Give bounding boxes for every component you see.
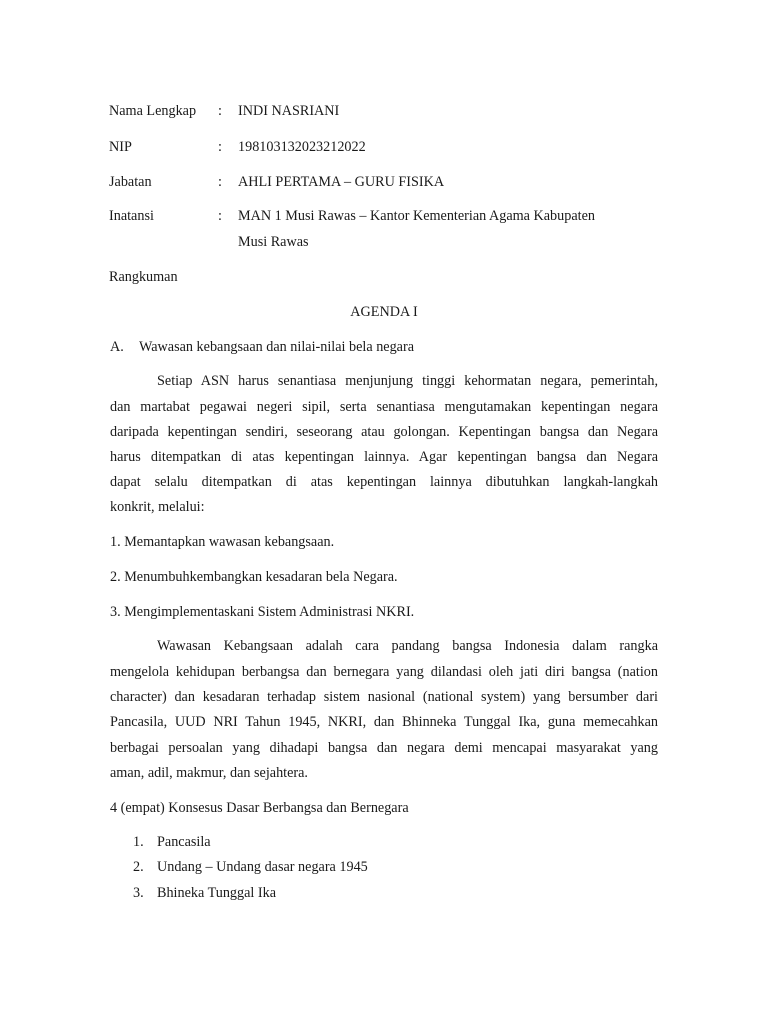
list-item: 1. Memantapkan wawasan kebangsaan.: [110, 534, 335, 550]
instansi-label: Inatansi: [109, 208, 154, 224]
nip-label: NIP: [109, 139, 132, 155]
paragraph-line: mengelola kehidupan berbangsa dan bernegara yang dilandasi oleh jati diri bangsa (nation: [110, 664, 658, 680]
list-item-number: 3.: [133, 885, 144, 901]
nip-value: 198103132023212022: [238, 139, 366, 155]
paragraph-line: Pancasila, UUD NRI Tahun 1945, NKRI, dan Bhinneka Tunggal Ika, guna memecahkan: [110, 714, 658, 730]
paragraph-line: berbagai persoalan yang dihadapi bangsa dan negara demi mencapai masyarakat yang: [110, 740, 658, 756]
jabatan-colon: :: [218, 174, 222, 190]
paragraph-line: aman, adil, makmur, dan sejahtera.: [110, 765, 308, 781]
rangkuman-label: Rangkuman: [109, 269, 178, 285]
paragraph-line: konkrit, melalui:: [110, 499, 205, 515]
list-item: 2. Menumbuhkembangkan kesadaran bela Negara.: [110, 569, 398, 585]
nama-value: INDI NASRIANI: [238, 103, 340, 119]
list-item-number: 2.: [133, 859, 144, 875]
nip-colon: :: [218, 139, 222, 155]
section-a-letter: A.: [110, 339, 124, 355]
section-a-title: Wawasan kebangsaan dan nilai-nilai bela negara: [139, 339, 414, 355]
instansi-value-line2: Musi Rawas: [238, 234, 309, 250]
paragraph-line: Setiap ASN harus senantiasa menjunjung tinggi kehormatan negara, pemerintah,: [157, 373, 658, 389]
paragraph-line: character) dan kesadaran terhadap sistem nasional (national system) yang bersumber dari: [110, 689, 658, 705]
paragraph-line: Wawasan Kebangsaan adalah cara pandang bangsa Indonesia dalam rangka: [157, 638, 658, 654]
konsensus-title: 4 (empat) Konsesus Dasar Berbangsa dan Bernegara: [110, 800, 409, 816]
list-item: Undang – Undang dasar negara 1945: [157, 859, 368, 875]
paragraph-line: harus ditempatkan di atas kepentingan lainnya. Agar kepentingan bangsa dan Negara: [110, 449, 658, 465]
list-item-number: 1.: [133, 834, 144, 850]
list-item: Bhineka Tunggal Ika: [157, 885, 277, 901]
list-item: 3. Mengimplementaskani Sistem Administrasi NKRI.: [110, 604, 415, 620]
nama-label: Nama Lengkap: [109, 103, 197, 119]
jabatan-label: Jabatan: [109, 174, 152, 190]
jabatan-value: AHLI PERTAMA – GURU FISIKA: [238, 174, 445, 190]
instansi-value-line1: MAN 1 Musi Rawas – Kantor Kementerian Agama Kabupaten: [238, 208, 595, 224]
list-item: Pancasila: [157, 834, 211, 850]
paragraph-line: dapat selalu ditempatkan di atas kepentingan lainnya dibutuhkan langkah-langkah: [110, 474, 658, 490]
paragraph-line: dan martabat pegawai negeri sipil, serta senantiasa mengutamakan kepentingan negara: [110, 399, 658, 415]
paragraph-line: daripada kepentingan sendiri, seseorang atau golongan. Kepentingan bangsa dan Negara: [110, 424, 658, 440]
instansi-colon: :: [218, 208, 222, 224]
nama-colon: :: [218, 103, 222, 119]
agenda-title: AGENDA I: [350, 304, 418, 320]
